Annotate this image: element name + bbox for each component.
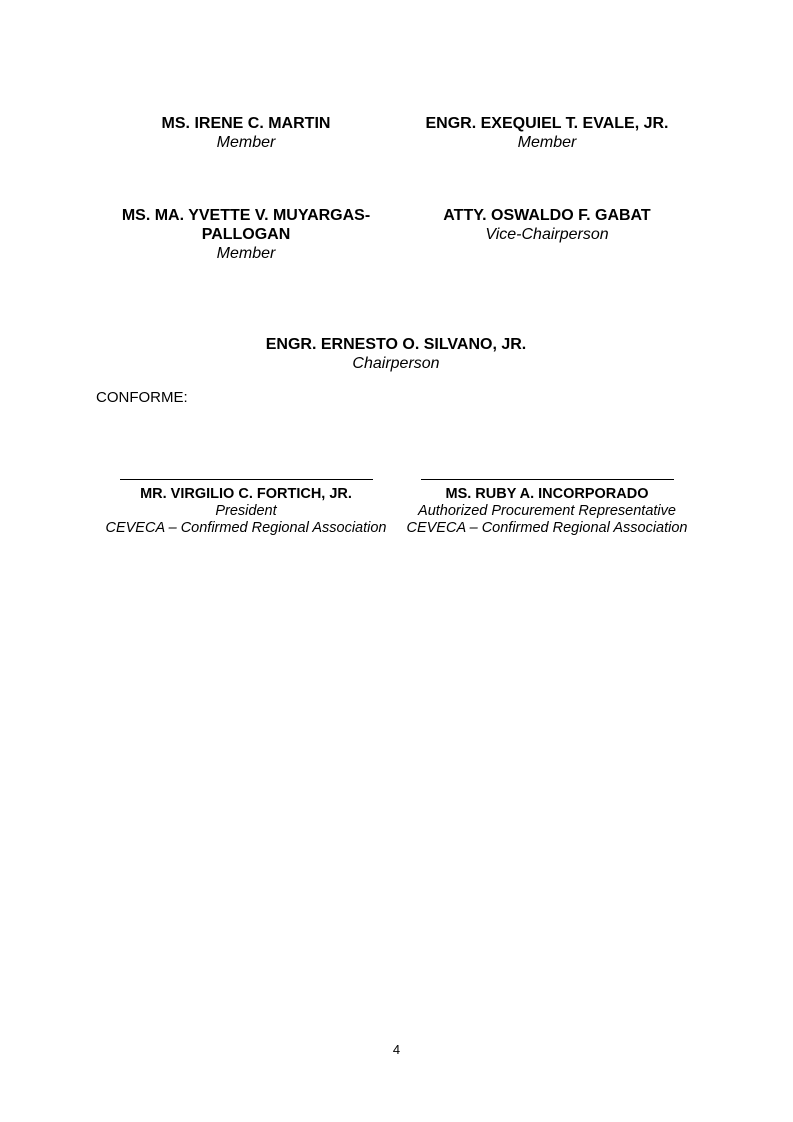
signatory-role: Member (216, 134, 276, 151)
signatory-name-line1: MS. MA. YVETTE V. MUYARGAS- (121, 207, 371, 224)
conforme-organization: CEVECA – Confirmed Regional Association (406, 520, 688, 536)
signatory-role: Member (517, 134, 577, 151)
signatory-role: Member (216, 245, 276, 262)
signatory-name-line2: PALLOGAN (201, 226, 291, 243)
signatory-name: ENGR. ERNESTO O. SILVANO, JR. (265, 336, 527, 353)
conforme-title: President (215, 503, 277, 519)
signatory-silvano (196, 335, 596, 373)
conforme-label: CONFORME: (96, 389, 188, 406)
signatory-name: MS. IRENE C. MARTIN (161, 115, 331, 132)
conforme-signatory-fortich (96, 479, 396, 537)
signatory-muyargas (96, 206, 396, 263)
signatory-name: ENGR. EXEQUIEL T. EVALE, JR. (425, 115, 669, 132)
conforme-signatory-incorporado (397, 479, 697, 537)
signatory-role: Chairperson (352, 355, 440, 372)
signature-line (421, 479, 674, 480)
page-number: 4 (392, 1042, 401, 1057)
conforme-name: MS. RUBY A. INCORPORADO (445, 486, 649, 502)
signatory-evale (397, 114, 697, 152)
conforme-name: MR. VIRGILIO C. FORTICH, JR. (140, 486, 352, 502)
signatory-name: ATTY. OSWALDO F. GABAT (443, 207, 651, 224)
signatory-martin (96, 114, 396, 152)
signature-line (120, 479, 373, 480)
signatory-gabat (397, 206, 697, 244)
signatory-role: Vice-Chairperson (485, 226, 609, 243)
conforme-organization: CEVECA – Confirmed Regional Association (105, 520, 387, 536)
conforme-title: Authorized Procurement Representative (418, 503, 676, 519)
